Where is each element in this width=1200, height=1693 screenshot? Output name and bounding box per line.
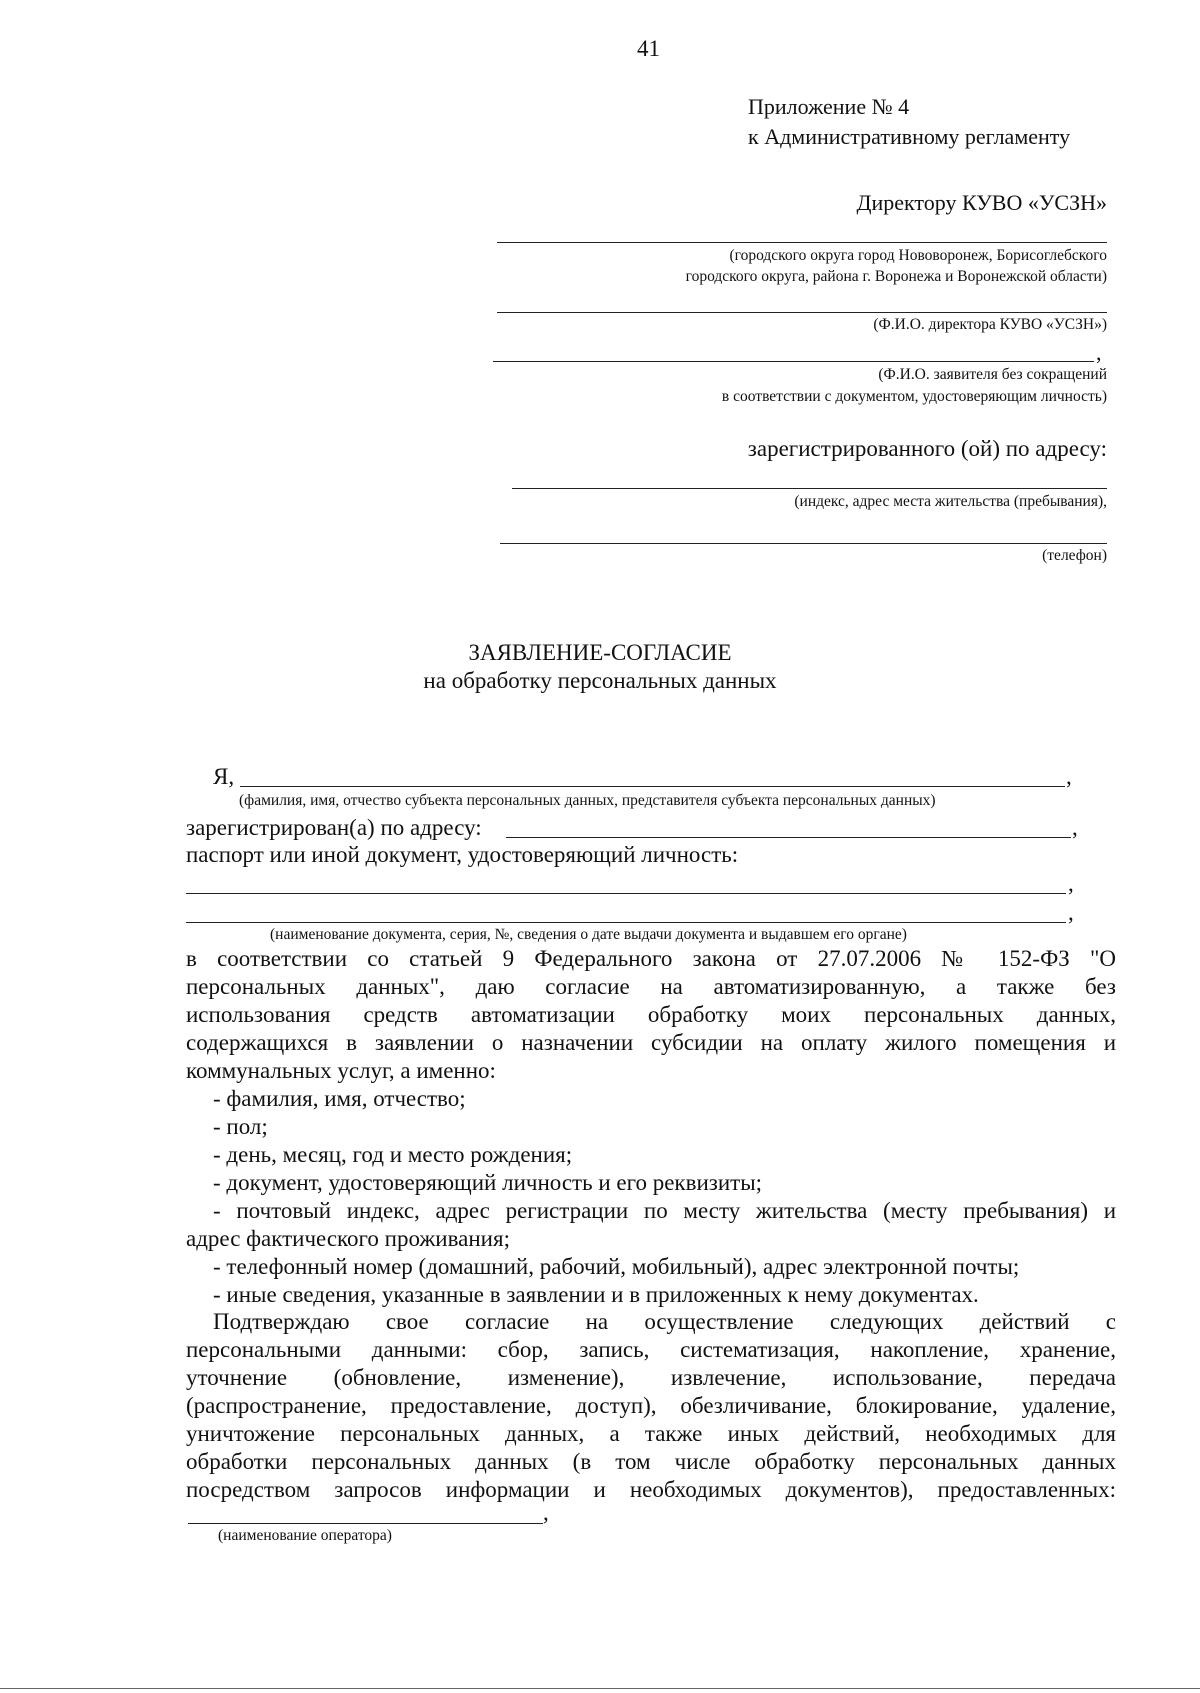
list-item: - фамилия, имя, отчество;	[213, 1086, 466, 1111]
passport-line-1	[186, 893, 1066, 894]
operator-line	[188, 1523, 543, 1524]
para2-line-5: уничтожение персональных данных, а также иных действий, необходимых для	[186, 1421, 1116, 1446]
registered-line	[506, 837, 1071, 838]
district-hint-1: (городского округа город Нововоронеж, Борисоглебского	[729, 247, 1107, 264]
para2-line-3: уточнение (обновление, изменение), извлечение, использование, передача	[186, 1365, 1116, 1390]
passport-comma-1: ,	[1068, 871, 1074, 896]
document-subtitle: на обработку персональных данных	[423, 668, 777, 693]
para2-line-2: персональными данными: сбор, запись, систематизация, накопление, хранение,	[186, 1337, 1116, 1362]
para2-line-6: обработки персональных данных (в том числе обработку персональных данных	[186, 1449, 1116, 1474]
phone-line	[500, 543, 1107, 544]
list-item: - документ, удостоверяющий личность и его реквизиты;	[213, 1170, 763, 1195]
passport-comma-2: ,	[1068, 900, 1074, 925]
phone-hint: (телефон)	[1042, 547, 1107, 564]
address-hint: (индекс, адрес места жительства (пребывания),	[794, 493, 1107, 510]
name-line	[240, 786, 1065, 787]
applicant-comma: ,	[1096, 340, 1102, 365]
name-hint: (фамилия, имя, отчество субъекта персональных данных, представителя субъекта персональных данных)	[239, 792, 936, 809]
para1-line-3: использования средств автоматизации обработку моих персональных данных,	[186, 1002, 1116, 1027]
para1-line-5: коммунальных услуг, а именно:	[186, 1058, 496, 1083]
list-item: - иные сведения, указанные в заявлении и в приложенных к нему документах.	[213, 1282, 979, 1307]
para1-line-4: содержащихся в заявлении о назначении субсидии на оплату жилого помещения и	[186, 1030, 1116, 1055]
list-item: - день, месяц, год и место рождения;	[213, 1142, 573, 1167]
document-title: ЗАЯВЛЕНИЕ-СОГЛАСИЕ	[468, 640, 732, 665]
list-item: - телефонный номер (домашний, рабочий, мобильный), адрес электронной почты;	[213, 1254, 1020, 1279]
para2-line-1: Подтверждаю свое согласие на осуществление следующих действий с	[213, 1309, 1116, 1334]
list-item-continuation: адрес фактического проживания;	[186, 1226, 510, 1251]
director-line	[497, 312, 1107, 313]
para1-line-1: в соответствии со статьей 9 Федерального закона от 27.07.2006 № 152-ФЗ "О	[186, 946, 1116, 971]
registered-header: зарегистрированного (ой) по адресу:	[747, 436, 1107, 461]
passport-line-2	[186, 922, 1066, 923]
passport-label: паспорт или иной документ, удостоверяющий личность:	[186, 842, 739, 867]
operator-comma: ,	[543, 1500, 549, 1525]
list-item: - почтовый индекс, адрес регистрации по месту жительства (месту пребывания) и	[213, 1198, 1116, 1223]
name-comma: ,	[1066, 764, 1072, 789]
operator-hint: (наименование оператора)	[218, 1527, 392, 1544]
addressee-label: Директору КУВО «УСЗН»	[856, 190, 1107, 215]
page-bottom-border	[0, 1688, 1200, 1689]
applicant-line	[493, 361, 1094, 362]
address-line	[512, 488, 1107, 489]
director-hint: (Ф.И.О. директора КУВО «УСЗН»)	[873, 316, 1107, 333]
district-line	[497, 242, 1107, 243]
registered-comma: ,	[1072, 815, 1078, 840]
applicant-hint-2: в соответствии с документом, удостоверяющим личность)	[721, 388, 1107, 405]
document-hint: (наименование документа, серия, №, сведения о дате выдачи документа и выдавшем его органе)	[270, 926, 907, 943]
para2-line-7: посредством запросов информации и необходимых документов), предоставленных:	[186, 1477, 1116, 1502]
list-item: - пол;	[213, 1114, 268, 1139]
para1-line-2: персональных данных", даю согласие на автоматизированную, а также без	[186, 974, 1116, 999]
ya-label: Я,	[213, 764, 235, 789]
para2-line-4: (распространение, предоставление, доступ), обезличивание, блокирование, удаление,	[186, 1393, 1116, 1418]
page-number: 41	[637, 36, 660, 61]
district-hint-2: городского округа, района г. Воронежа и Воронежской области)	[685, 268, 1107, 285]
applicant-hint-1: (Ф.И.О. заявителя без сокращений	[878, 366, 1107, 383]
regulation-label: к Административному регламенту	[748, 124, 1071, 149]
registered-label: зарегистрирован(а) по адресу:	[186, 815, 482, 840]
appendix-label: Приложение № 4	[748, 94, 910, 119]
